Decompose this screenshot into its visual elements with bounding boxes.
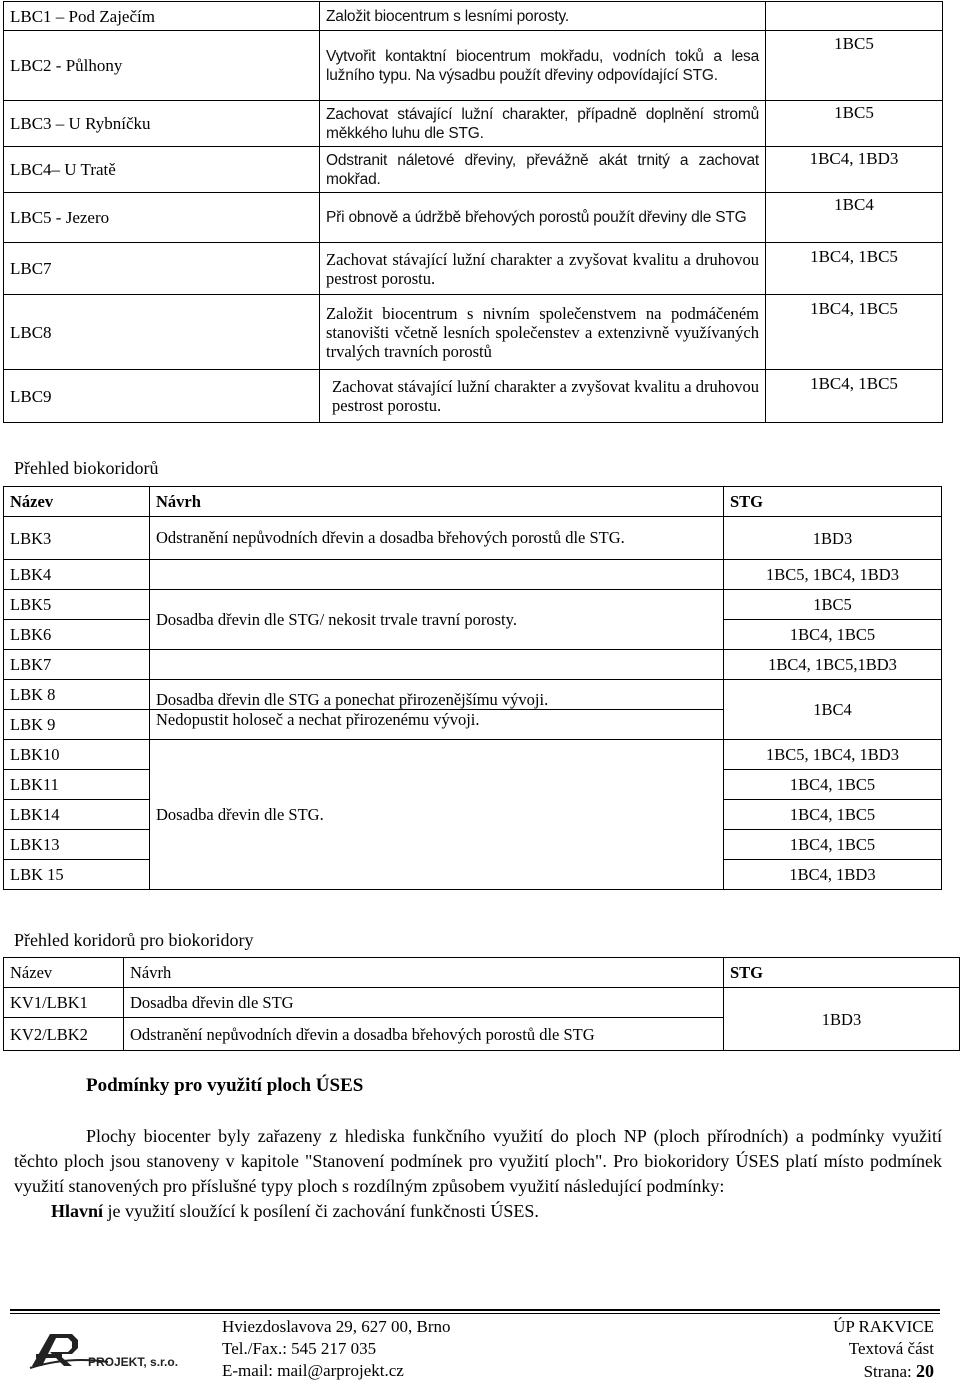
bk-name: LBK3 — [4, 517, 150, 560]
header-name: Název — [4, 958, 124, 988]
bk-stg: 1BC4, 1BC5 — [724, 830, 942, 860]
table-row — [4, 517, 942, 560]
table-header-row — [4, 958, 960, 988]
bk-stg: 1BC5, 1BC4, 1BD3 — [724, 740, 942, 770]
bc-stg: 1BC4, 1BC5 — [766, 370, 943, 423]
bk-navrh: Odstranění nepůvodních dřevin a dosadba břehových porostů dle STG. — [150, 517, 724, 560]
kv-navrh: Dosadba dřevin dle STG — [124, 988, 724, 1018]
bk-stg: 1BC4, 1BC5 — [724, 800, 942, 830]
page-label: Strana: — [863, 1362, 916, 1381]
bk-name: LBK11 — [4, 770, 150, 800]
biokoridory-table — [3, 486, 942, 890]
table-row — [4, 560, 942, 590]
bc-navrh: Odstranit náletové dřeviny, převážně akát trnitý a zachovat mokřad. — [320, 147, 766, 193]
bc-name: LBC5 - Jezero — [4, 193, 320, 243]
main-label: Hlavní — [51, 1201, 104, 1221]
table-row — [4, 590, 942, 620]
kv-stg: 1BD3 — [724, 988, 960, 1051]
bc-name: LBC7 — [4, 243, 320, 295]
main-text: je využití sloužící k posílení či zachování funkčnosti ÚSES. — [103, 1201, 539, 1221]
bc-stg: 1BC5 — [766, 101, 943, 147]
bc-stg: 1BC4, 1BC5 — [766, 243, 943, 295]
bk-name: LBK7 — [4, 650, 150, 680]
bc-stg: 1BC4, 1BD3 — [766, 147, 943, 193]
header-stg: STG — [724, 487, 942, 517]
kv-name: KV1/LBK1 — [4, 988, 124, 1018]
bk-stg: 1BC5, 1BC4, 1BD3 — [724, 560, 942, 590]
conditions-heading: Podmínky pro využití ploch ÚSES — [86, 1075, 364, 1096]
header-navrh: Návrh — [150, 487, 724, 517]
bk-name: LBK6 — [4, 620, 150, 650]
page-number: 20 — [916, 1361, 934, 1381]
bc-name: LBC9 — [4, 370, 320, 423]
bc-navrh: Založit biocentrum s nivním společenstvem na podmáčeném stanovišti včetně lesních společenstev a extenzivně využívaných trvalých travních porostů — [320, 295, 766, 370]
biocentra-table — [3, 1, 943, 423]
bc-navrh: Zachovat stávající lužní charakter, případně doplnění stromů měkkého luhu dle STG. — [320, 101, 766, 147]
bk-navrh-empty — [150, 650, 724, 680]
bc-navrh: Vytvořit kontaktní biocentrum mokřadu, vodních toků a lesa lužního typu. Na výsadbu použít dřeviny odpovídající STG. — [320, 31, 766, 101]
footer-project: ÚP RAKVICE — [833, 1317, 934, 1336]
table-row — [4, 650, 942, 680]
header-navrh: Návrh — [124, 958, 724, 988]
table-header-row — [4, 487, 942, 517]
footer-part: Textová část — [848, 1339, 934, 1358]
footer-page — [833, 1360, 934, 1383]
header-name: Název — [4, 487, 150, 517]
bc-name: LBC8 — [4, 295, 320, 370]
footer-address-block — [222, 1316, 451, 1382]
bc-name: LBC1 – Pod Zaječím — [4, 2, 320, 31]
header-stg: STG — [724, 958, 960, 988]
kv-name: KV2/LBK2 — [4, 1018, 124, 1051]
koridory-table — [3, 957, 960, 1051]
bk-navrh: Dosadba dřevin dle STG/ nekosit trvale travní porosty. — [150, 590, 724, 650]
bc-name: LBC4– U Tratě — [4, 147, 320, 193]
table-row — [4, 243, 943, 295]
bk-name: LBK4 — [4, 560, 150, 590]
bk-navrh: Dosadba dřevin dle STG a ponechat přirozenějšímu vývoji. — [150, 680, 724, 710]
table-row — [4, 193, 943, 243]
table-row — [4, 740, 942, 770]
footer-divider-thin — [10, 1313, 940, 1314]
company-logo — [28, 1326, 198, 1372]
ar-logo-icon — [28, 1326, 198, 1372]
bc-navrh: Při obnově a údržbě břehových porostů použít dřeviny dle STG — [320, 193, 766, 243]
bc-navrh: Zachovat stávající lužní charakter a zvyšovat kvalitu a druhovou pestrost porostu. — [320, 370, 766, 423]
conditions-text — [14, 1124, 942, 1224]
bk-name: LBK 9 — [4, 710, 150, 740]
bk-name: LBK 8 — [4, 680, 150, 710]
bk-navrh: Nedopustit holoseč a nechat přirozenému vývoji. — [150, 710, 724, 740]
koridory-heading: Přehled koridorů pro biokoridory — [14, 930, 254, 950]
bk-stg: 1BD3 — [724, 517, 942, 560]
footer-address: Hviezdoslavova 29, 627 00, Brno — [222, 1317, 451, 1336]
footer-email: E-mail: mail@arprojekt.cz — [222, 1361, 404, 1380]
bc-name: LBC3 – U Rybníčku — [4, 101, 320, 147]
table-row — [4, 2, 943, 31]
bc-stg: 1BC4, 1BC5 — [766, 295, 943, 370]
bk-stg: 1BC4, 1BC5 — [724, 620, 942, 650]
conditions-main — [14, 1199, 942, 1224]
logo-text: PROJEKT, s.r.o. — [88, 1355, 179, 1369]
bc-navrh: Založit biocentrum s lesními porosty. — [320, 2, 766, 31]
footer-project-block — [833, 1316, 934, 1383]
footer-phone: Tel./Fax.: 545 217 035 — [222, 1339, 377, 1358]
table-row — [4, 295, 943, 370]
conditions-paragraph: Plochy biocenter byly zařazeny z hlediska funkčního využití do ploch NP (ploch přírodních) a podmínky využití těchto ploch jsou stanoveny v kapitole "Stanovení podmínek pro využití ploch". Pro biokoridory ÚSES platí místo podmínek využití stanovených pro příslušné typy ploch s rozdílným způsobem využití následující podmínky: — [14, 1126, 942, 1196]
bk-stg: 1BC4, 1BC5 — [724, 770, 942, 800]
bk-navrh: Dosadba dřevin dle STG. — [150, 740, 724, 890]
bk-stg: 1BC4, 1BD3 — [724, 860, 942, 890]
table-row — [4, 988, 960, 1018]
bc-stg — [766, 2, 943, 31]
bc-navrh: Zachovat stávající lužní charakter a zvyšovat kvalitu a druhovou pestrost porostu. — [320, 243, 766, 295]
bk-name: LBK13 — [4, 830, 150, 860]
bc-stg: 1BC5 — [766, 31, 943, 101]
table-row — [4, 31, 943, 101]
bk-stg: 1BC4, 1BC5,1BD3 — [724, 650, 942, 680]
table-row — [4, 101, 943, 147]
footer-divider — [10, 1309, 940, 1311]
bk-name: LBK 15 — [4, 860, 150, 890]
bc-stg: 1BC4 — [766, 193, 943, 243]
table-row — [4, 370, 943, 423]
kv-navrh: Odstranění nepůvodních dřevin a dosadba břehových porostů dle STG — [124, 1018, 724, 1051]
table-row — [4, 680, 942, 710]
bk-name: LBK14 — [4, 800, 150, 830]
bk-name: LBK5 — [4, 590, 150, 620]
table-row — [4, 147, 943, 193]
bk-stg: 1BC4 — [724, 680, 942, 740]
bk-navrh-empty — [150, 560, 724, 590]
bk-name: LBK10 — [4, 740, 150, 770]
biokoridory-heading: Přehled biokoridorů — [14, 458, 159, 478]
bk-stg: 1BC5 — [724, 590, 942, 620]
bc-name: LBC2 - Půlhony — [4, 31, 320, 101]
